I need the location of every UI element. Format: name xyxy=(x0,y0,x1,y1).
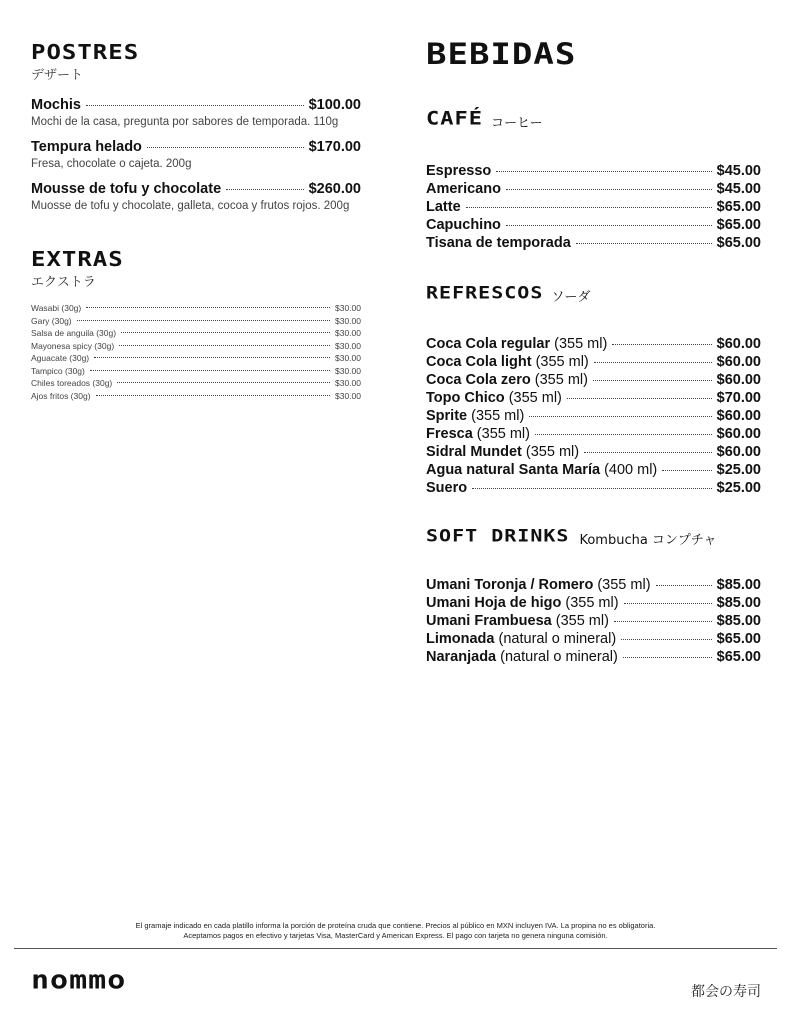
extra-price: $30.00 xyxy=(335,378,361,388)
drink-price: $45.00 xyxy=(716,163,761,179)
leader-dots xyxy=(496,171,711,172)
drink-note: (355 ml) xyxy=(525,444,580,460)
drink-name: Fresca xyxy=(426,426,473,442)
extra-row xyxy=(31,302,361,315)
leader-dots xyxy=(506,189,712,190)
leader-dots xyxy=(94,357,330,358)
leader-dots xyxy=(624,603,712,604)
drink-row xyxy=(426,198,761,216)
drink-note: (355 ml) xyxy=(476,426,530,442)
drink-name: Sidral Mundet xyxy=(426,444,522,460)
extra-price: $30.00 xyxy=(335,303,361,313)
leader-dots xyxy=(529,416,711,417)
drink-name: Coca Cola zero xyxy=(426,372,531,388)
leader-dots xyxy=(121,332,330,333)
extra-name: Wasabi (30g) xyxy=(31,303,82,313)
postre-desc: Muosse de tofu y chocolate, galleta, cocoa y frutos rojos. 200g xyxy=(31,200,350,212)
extra-row xyxy=(31,327,361,340)
drink-price: $70.00 xyxy=(716,390,761,406)
drink-price: $60.00 xyxy=(716,372,761,388)
drink-row xyxy=(426,630,761,648)
postre-name: Mochis xyxy=(31,97,81,113)
drink-name: Umani Toronja / Romero xyxy=(426,577,594,593)
extra-name: Mayonesa spicy (30g) xyxy=(31,340,115,351)
drink-note: (natural o mineral) xyxy=(498,631,617,647)
drink-name: Sprite xyxy=(426,408,468,424)
leader-dots xyxy=(77,320,330,321)
drink-price: $65.00 xyxy=(716,199,761,215)
drink-row xyxy=(426,234,761,252)
leader-dots xyxy=(96,395,330,396)
leader-dots xyxy=(119,345,330,346)
postre-desc: Mochi de la casa, pregunta por sabores de temporada. 110g xyxy=(31,116,339,128)
extra-name: Salsa de anguila (30g) xyxy=(31,328,117,338)
extra-name: Gary (30g) xyxy=(31,315,72,326)
drink-note: (355 ml) xyxy=(535,354,589,370)
leader-dots xyxy=(593,380,712,381)
postre-item xyxy=(31,139,361,171)
drink-name: Limonada xyxy=(426,631,495,647)
cafe-title: CAFÉ xyxy=(426,108,483,130)
drink-note: (natural o mineral) xyxy=(500,649,618,665)
drink-name: Suero xyxy=(426,480,468,496)
drink-name: Umani Hoja de higo xyxy=(426,595,562,611)
drink-row xyxy=(426,371,761,389)
drink-name: Coca Cola light xyxy=(426,354,532,370)
leader-dots xyxy=(656,585,712,586)
drink-row xyxy=(426,612,761,630)
extra-name: Aguacate (30g) xyxy=(31,353,90,363)
drink-name: Tisana de temporada xyxy=(426,235,571,251)
drink-price: $65.00 xyxy=(716,217,761,233)
refrescos-heading xyxy=(426,284,761,305)
extra-name: Ajos fritos (30g) xyxy=(31,390,91,401)
extra-row xyxy=(31,315,361,328)
drink-row xyxy=(426,479,761,497)
leader-dots xyxy=(147,147,304,148)
drink-row xyxy=(426,648,761,666)
leader-dots xyxy=(86,105,304,106)
drink-name: Espresso xyxy=(426,163,492,179)
left-column xyxy=(31,42,361,402)
drink-name: Latte xyxy=(426,199,461,215)
drink-name: Americano xyxy=(426,181,501,197)
leader-dots xyxy=(466,207,712,208)
drink-price: $60.00 xyxy=(716,354,761,370)
drink-row xyxy=(426,180,761,198)
leader-dots xyxy=(612,344,711,345)
postre-name: Tempura helado xyxy=(31,139,142,155)
refrescos-subtitle: ソーダ xyxy=(551,290,591,305)
drink-note: (355 ml) xyxy=(555,613,609,629)
cafe-subtitle: コーヒー xyxy=(490,116,543,131)
leader-dots xyxy=(584,452,712,453)
extra-price: $30.00 xyxy=(335,315,361,326)
drink-price: $85.00 xyxy=(716,577,761,593)
leader-dots xyxy=(567,398,712,399)
drink-name: Umani Frambuesa xyxy=(426,613,552,629)
footer-note-line: Aceptamos pagos en efectivo y tarjetas Visa, MasterCard y American Express. El pago con tarjeta no genera ninguna comisión. xyxy=(183,931,608,940)
postre-item xyxy=(31,97,361,129)
leader-dots xyxy=(506,225,712,226)
drink-price: $60.00 xyxy=(716,444,761,460)
postre-name: Mousse de tofu y chocolate xyxy=(31,181,222,197)
drink-price: $65.00 xyxy=(716,631,761,647)
extra-name: Chiles toreados (30g) xyxy=(31,378,113,388)
drink-row xyxy=(426,162,761,180)
bebidas-title: BEBIDAS xyxy=(426,37,577,72)
extra-name: Tampico (30g) xyxy=(31,365,85,376)
drink-row xyxy=(426,407,761,425)
footer-note-line: El gramaje indicado en cada platillo informa la porción de proteína cruda que contiene. Precios al público en MXN incluyen IVA. La propina no es obligatoria. xyxy=(135,921,656,930)
extra-price: $30.00 xyxy=(335,340,361,351)
refrescos-list xyxy=(426,335,761,497)
extras-list xyxy=(31,302,361,402)
extra-row xyxy=(31,377,361,390)
drink-price: $85.00 xyxy=(716,595,761,611)
refrescos-title: REFRESCOS xyxy=(426,282,544,303)
drink-note: (355 ml) xyxy=(554,336,608,352)
drink-row xyxy=(426,216,761,234)
drink-row xyxy=(426,594,761,612)
leader-dots xyxy=(594,362,712,363)
drink-row xyxy=(426,576,761,594)
nommo-logo: nommo xyxy=(31,965,127,996)
postre-price: $260.00 xyxy=(308,181,361,197)
extra-price: $30.00 xyxy=(335,365,361,376)
drink-name: Agua natural Santa María xyxy=(426,462,601,478)
leader-dots xyxy=(117,382,330,383)
drink-price: $25.00 xyxy=(716,480,761,496)
drink-price: $65.00 xyxy=(716,235,761,251)
logo-japanese-text: 都会の寿司 xyxy=(691,984,761,1000)
postre-price: $170.00 xyxy=(308,139,361,155)
soft-drinks-title: SOFT DRINKS xyxy=(426,525,570,546)
drink-price: $45.00 xyxy=(716,181,761,197)
postre-item xyxy=(31,181,361,213)
drink-note: (355 ml) xyxy=(597,577,651,593)
drink-name: Coca Cola regular xyxy=(426,336,551,352)
leader-dots xyxy=(90,370,330,371)
leader-dots xyxy=(614,621,712,622)
extras-subtitle: エクストラ xyxy=(31,275,96,290)
drink-row xyxy=(426,353,761,371)
leader-dots xyxy=(621,639,711,640)
leader-dots xyxy=(662,470,711,471)
cafe-list xyxy=(426,162,761,252)
drink-price: $25.00 xyxy=(716,462,761,478)
drink-price: $60.00 xyxy=(716,336,761,352)
drink-row xyxy=(426,443,761,461)
leader-dots xyxy=(472,488,712,489)
right-column xyxy=(426,37,761,666)
soft-drinks-list xyxy=(426,576,761,666)
drink-note: (355 ml) xyxy=(508,390,562,406)
extra-price: $30.00 xyxy=(335,390,361,401)
drink-price: $85.00 xyxy=(716,613,761,629)
leader-dots xyxy=(623,657,712,658)
extra-price: $30.00 xyxy=(335,328,361,338)
extra-row xyxy=(31,390,361,403)
drink-row xyxy=(426,335,761,353)
leader-dots xyxy=(226,189,303,190)
drink-price: $60.00 xyxy=(716,408,761,424)
soft-drinks-heading xyxy=(426,527,761,548)
drink-note: (355 ml) xyxy=(565,595,619,611)
drink-name: Capuchino xyxy=(426,217,501,233)
drink-note: (400 ml) xyxy=(604,462,658,478)
leader-dots xyxy=(86,307,330,308)
drink-row xyxy=(426,425,761,443)
extra-row xyxy=(31,352,361,365)
postre-price: $100.00 xyxy=(308,97,361,113)
extra-price: $30.00 xyxy=(335,353,361,363)
footer-note xyxy=(0,921,791,941)
drink-row xyxy=(426,389,761,407)
extra-row xyxy=(31,340,361,353)
footer-divider xyxy=(14,948,777,949)
leader-dots xyxy=(535,434,712,435)
soft-drinks-subtitle: Kombucha コンプチャ xyxy=(579,533,717,548)
cafe-heading xyxy=(426,110,761,132)
extras-title: EXTRAS xyxy=(31,247,124,272)
postres-subtitle: デザート xyxy=(31,68,84,83)
drink-price: $65.00 xyxy=(716,649,761,665)
drink-row xyxy=(426,461,761,479)
postres-title: POSTRES xyxy=(31,40,140,65)
leader-dots xyxy=(576,243,712,244)
drink-note: (355 ml) xyxy=(534,372,588,388)
drink-name: Naranjada xyxy=(426,649,497,665)
postre-desc: Fresa, chocolate o cajeta. 200g xyxy=(31,158,192,170)
drink-note: (355 ml) xyxy=(471,408,525,424)
extra-row xyxy=(31,365,361,378)
drink-name: Topo Chico xyxy=(426,390,505,406)
drink-price: $60.00 xyxy=(716,426,761,442)
